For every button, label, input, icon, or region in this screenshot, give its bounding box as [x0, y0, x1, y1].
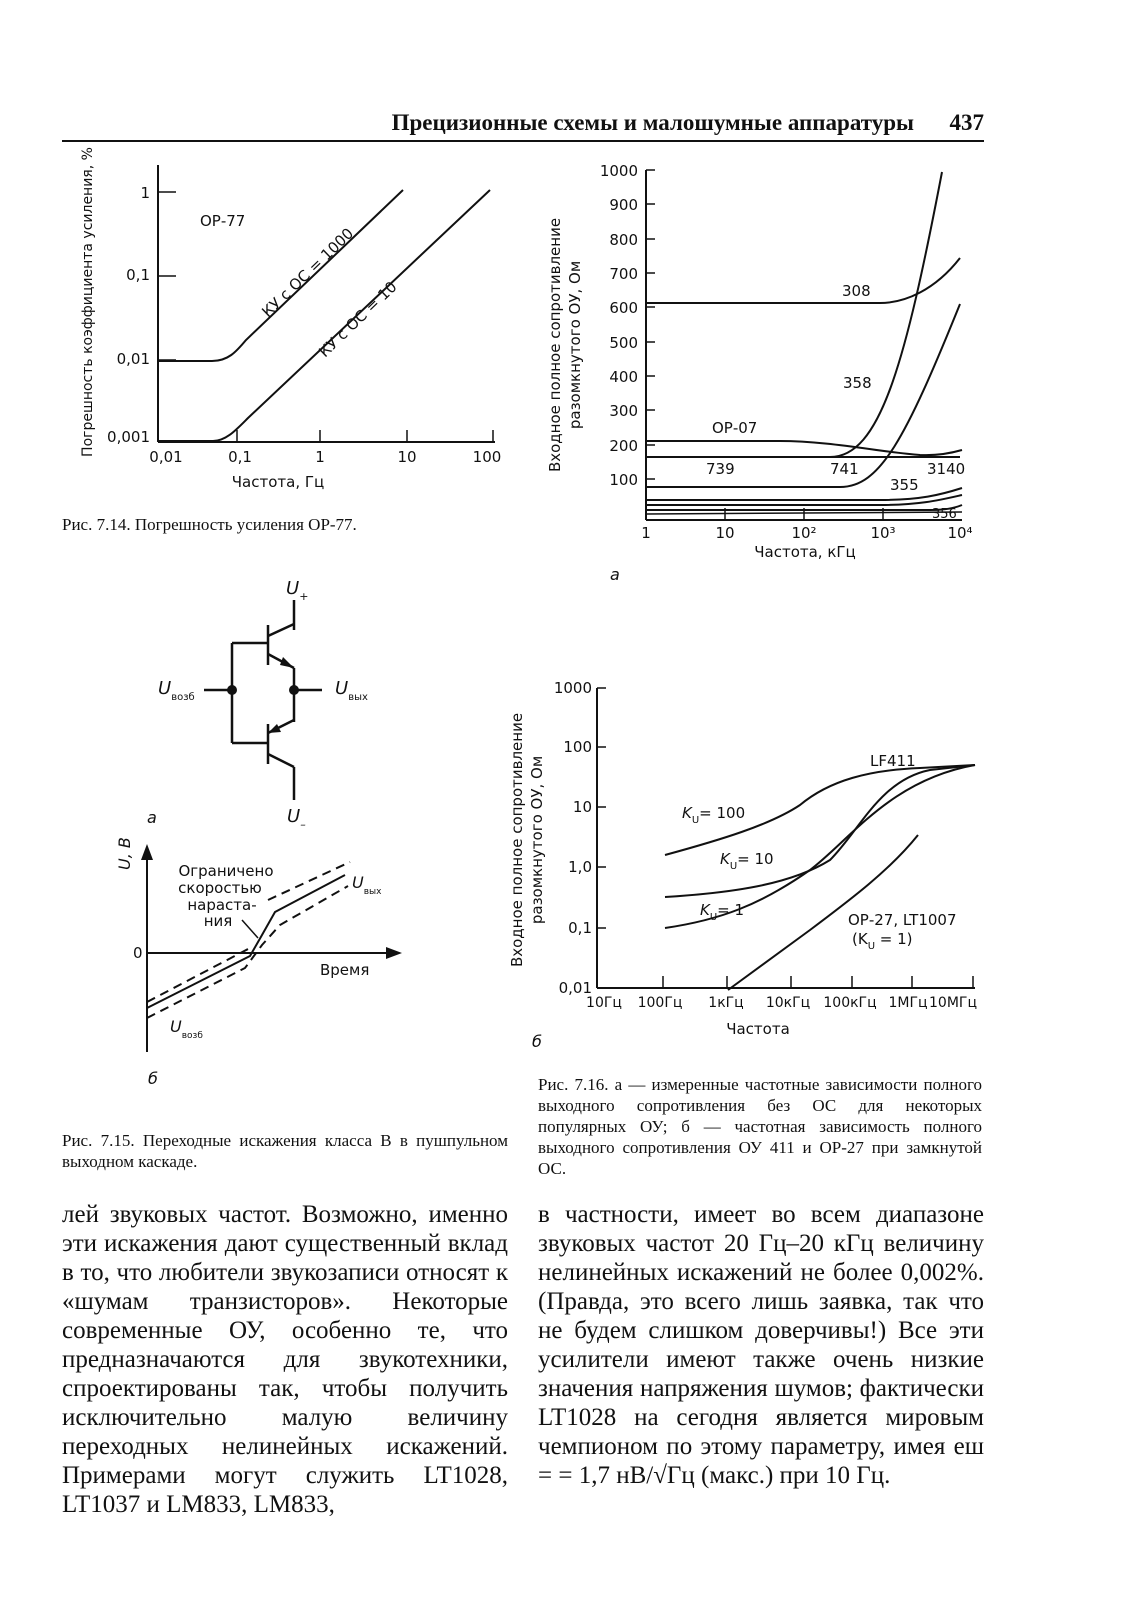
fig714-curve-label-10: КУ с ОС = 10 — [315, 277, 401, 361]
fig716a-ytick: 300 — [609, 402, 638, 420]
fig716b-op27-ku-label: $(K_U = 1)$ — [852, 930, 913, 952]
fig-7-15a-circuit — [204, 600, 322, 800]
fig716b-ytick: 0,1 — [568, 919, 592, 937]
fig716a-ytick: 600 — [609, 299, 638, 317]
u-in-label: $U_{возб}$ — [158, 678, 195, 703]
fig716b-ylabel-1: Входное полное сопротивление — [508, 712, 526, 968]
fig715b-time: Время — [320, 961, 370, 979]
fig716b-ku10-label: $K_U= 10$ — [720, 850, 774, 872]
fig716a-curve-358 — [646, 172, 942, 457]
output-node — [289, 685, 299, 695]
fig715b-u-out-label: $U_{вых}$ — [352, 873, 382, 897]
fig716a-xtick: 10 — [715, 524, 735, 542]
fig716a-label-356: 356 — [932, 507, 957, 522]
fig716b-ylabel-2: разомкнутого ОУ, Ом — [528, 755, 546, 925]
fig714-xtick: 10 — [397, 448, 417, 466]
fig716b-ytick: 1000 — [553, 679, 592, 697]
fig714-op77-label: ОР-77 — [200, 212, 246, 230]
fig714-xtick: 0,01 — [149, 448, 183, 466]
fig716a-label-355: 355 — [890, 476, 919, 494]
body-paragraph-left: лей звуковых частот. Возможно, именно эти искажения дают существенный вклад в то, что любители звукозаписи относят к «шумам транзисторов». Некоторые современные ОУ, особенно те, что предназначаются для звукотехники, спроектированы так, чтобы получить исключительно малую величину переходных нелинейных искажений. Примерами могут служить LT1028, LT1037 и LM833, LM833, — [62, 1201, 508, 1518]
fig714-xtick: 1 — [315, 448, 325, 466]
fig716b-ytick: 10 — [572, 798, 592, 816]
fig715b-y-arrow — [141, 844, 153, 860]
u-minus-label: $U_-$ — [287, 806, 306, 831]
fig715b-annot-1: Ограничено — [178, 862, 274, 880]
fig714-labels — [80, 147, 501, 491]
fig715b-annot-2: скоростью — [178, 879, 262, 897]
fig714-ylabel: Погрешность коэффициента усиления, % — [80, 147, 96, 457]
input-node — [227, 685, 237, 695]
fig716b-lf411-label: LF411 — [870, 752, 916, 770]
fig716a-xlabel: Частота, кГц — [754, 543, 856, 561]
fig716a-label-739: 739 — [706, 460, 735, 478]
fig716b-xtick: 100Гц — [637, 995, 683, 1011]
fig715b-labels — [115, 837, 382, 1088]
fig714-xtick: 100 — [472, 448, 502, 466]
fig714-caption: Рис. 7.14. Погрешность усиления ОР-77. — [62, 515, 357, 534]
fig716a-ytick: 1000 — [599, 162, 638, 180]
fig716a-ytick: 800 — [609, 231, 638, 249]
fig716a-curve-bottom — [646, 512, 962, 514]
fig714-xtick: 0,1 — [228, 448, 252, 466]
fig716b-ku100-label: $K_U= 100$ — [682, 804, 746, 826]
fig715b-annot-4: ния — [203, 912, 233, 930]
fig-7-16a — [646, 170, 962, 520]
fig716b-xtick: 100кГц — [823, 995, 877, 1011]
fig716b-ytick: 100 — [563, 738, 592, 756]
fig716a-curve-739 — [646, 304, 960, 487]
fig714-curve-1000 — [158, 190, 403, 361]
lower-emitter-arrow — [268, 724, 281, 733]
fig716b-xtick: 1кГц — [708, 995, 744, 1011]
fig716a-sublabel: а — [610, 565, 620, 584]
fig-7-14 — [158, 165, 495, 442]
fig716a-curve-op07 — [646, 441, 962, 455]
fig716a-ylabel-1: Входное полное сопротивление — [546, 217, 564, 473]
fig716a-xtick: 10³ — [870, 524, 896, 542]
fig716a-label-op07: ОР-07 — [712, 419, 758, 437]
fig716a-xtick: 10⁴ — [947, 524, 973, 542]
fig716b-xtick: 1МГц — [888, 995, 928, 1011]
fig716a-ytick: 100 — [609, 471, 638, 489]
upper-emitter-arrow — [280, 657, 294, 668]
fig714-ytick: 1 — [140, 184, 150, 202]
fig716b-xtick: 10МГц — [929, 995, 977, 1011]
fig716b-xtick: 10Гц — [586, 995, 622, 1011]
body-text-right — [538, 1200, 984, 1490]
fig-7-16b — [597, 688, 975, 990]
fig716a-ylabel-2: разомкнутого ОУ, Ом — [566, 260, 584, 430]
fig716b-curve-ku10 — [665, 765, 975, 897]
fig714-ytick: 0,1 — [126, 266, 150, 284]
fig716b-ytick: 1,0 — [568, 858, 592, 876]
lower-transistor-collector — [268, 754, 294, 767]
fig716-caption: Рис. 7.16. а — измеренные частотные зависимости полного выходного сопротивления без ОС для некоторых популярных ОУ; б — частотная зависимость полного выходного сопротивления ОУ 411 и ОР-27 при замкнутой ОС. — [538, 1075, 982, 1178]
u-plus-label: $U_+$ — [286, 578, 309, 603]
fig715-caption: Рис. 7.15. Переходные искажения класса В в пушпульном выходном каскаде. — [62, 1131, 508, 1171]
fig715b-zero: 0 — [133, 944, 143, 962]
fig716a-ytick: 500 — [609, 334, 638, 352]
fig716a-xtick: 10² — [791, 524, 817, 542]
fig716b-op27-label: ОР-27, LT1007 — [848, 911, 957, 929]
fig714-ytick: 0,001 — [107, 428, 150, 446]
fig716a-label-358: 358 — [843, 374, 872, 392]
fig714-curve-label-1000: КУ с ОС = 1000 — [258, 224, 358, 321]
fig716b-ku1-label: $K_U= 1$ — [700, 901, 745, 923]
header-title: Прецизионные схемы и малошумные аппаратуры — [391, 110, 914, 135]
body-text-left — [62, 1200, 508, 1519]
body-paragraph-right: в частности, имеет во всем диапазоне звуковых частот 20 Гц–20 кГц величину нелинейных искажений не более 0,002%. (Правда, это всего лишь заявка, так что не будем слишком доверчивы!) Все эти усилители имеют также очень низкие значения напряжения шумов; фактически LT1028 на сегодня является мировым чемпионом по этому параметру, имея eш = = 1,7 нВ/√Гц (макс.) при 10 Гц. — [538, 1201, 984, 1489]
fig716b-curve-ku1 — [665, 765, 975, 928]
fig716a-label-741: 741 — [830, 460, 859, 478]
fig715a-labels — [147, 578, 368, 831]
fig716a-label-3140: 3140 — [927, 460, 966, 478]
fig716b-xlabel: Частота — [726, 1020, 790, 1038]
fig714-xlabel: Частота, Гц — [231, 473, 325, 491]
fig715-b-label: б — [148, 1069, 158, 1088]
fig716a-ytick: 900 — [609, 196, 638, 214]
fig716a-label-308: 308 — [842, 282, 871, 300]
fig715b-ylabel: U, В — [115, 837, 134, 870]
fig716a-xtick: 1 — [641, 524, 651, 542]
fig716b-ytick: 0,01 — [558, 979, 592, 997]
fig716b-labels — [508, 679, 977, 1051]
fig716a-curve-308 — [646, 258, 960, 303]
fig715b-u-in-label: $U_{возб}$ — [170, 1017, 203, 1041]
fig715b-annot-3: нараста- — [187, 896, 257, 914]
fig715-a-label: а — [147, 808, 157, 827]
upper-transistor-collector — [268, 624, 294, 636]
fig716a-ytick: 700 — [609, 265, 638, 283]
u-out-label: $U_{вых}$ — [335, 678, 368, 703]
fig716b-xtick: 10кГц — [765, 995, 811, 1011]
page-number: 437 — [949, 110, 984, 135]
fig716a-ytick: 400 — [609, 368, 638, 386]
fig716a-ytick: 200 — [609, 437, 638, 455]
fig715b-x-arrow — [386, 947, 402, 959]
fig714-ytick: 0,01 — [116, 350, 150, 368]
fig716b-sublabel: б — [532, 1032, 542, 1051]
